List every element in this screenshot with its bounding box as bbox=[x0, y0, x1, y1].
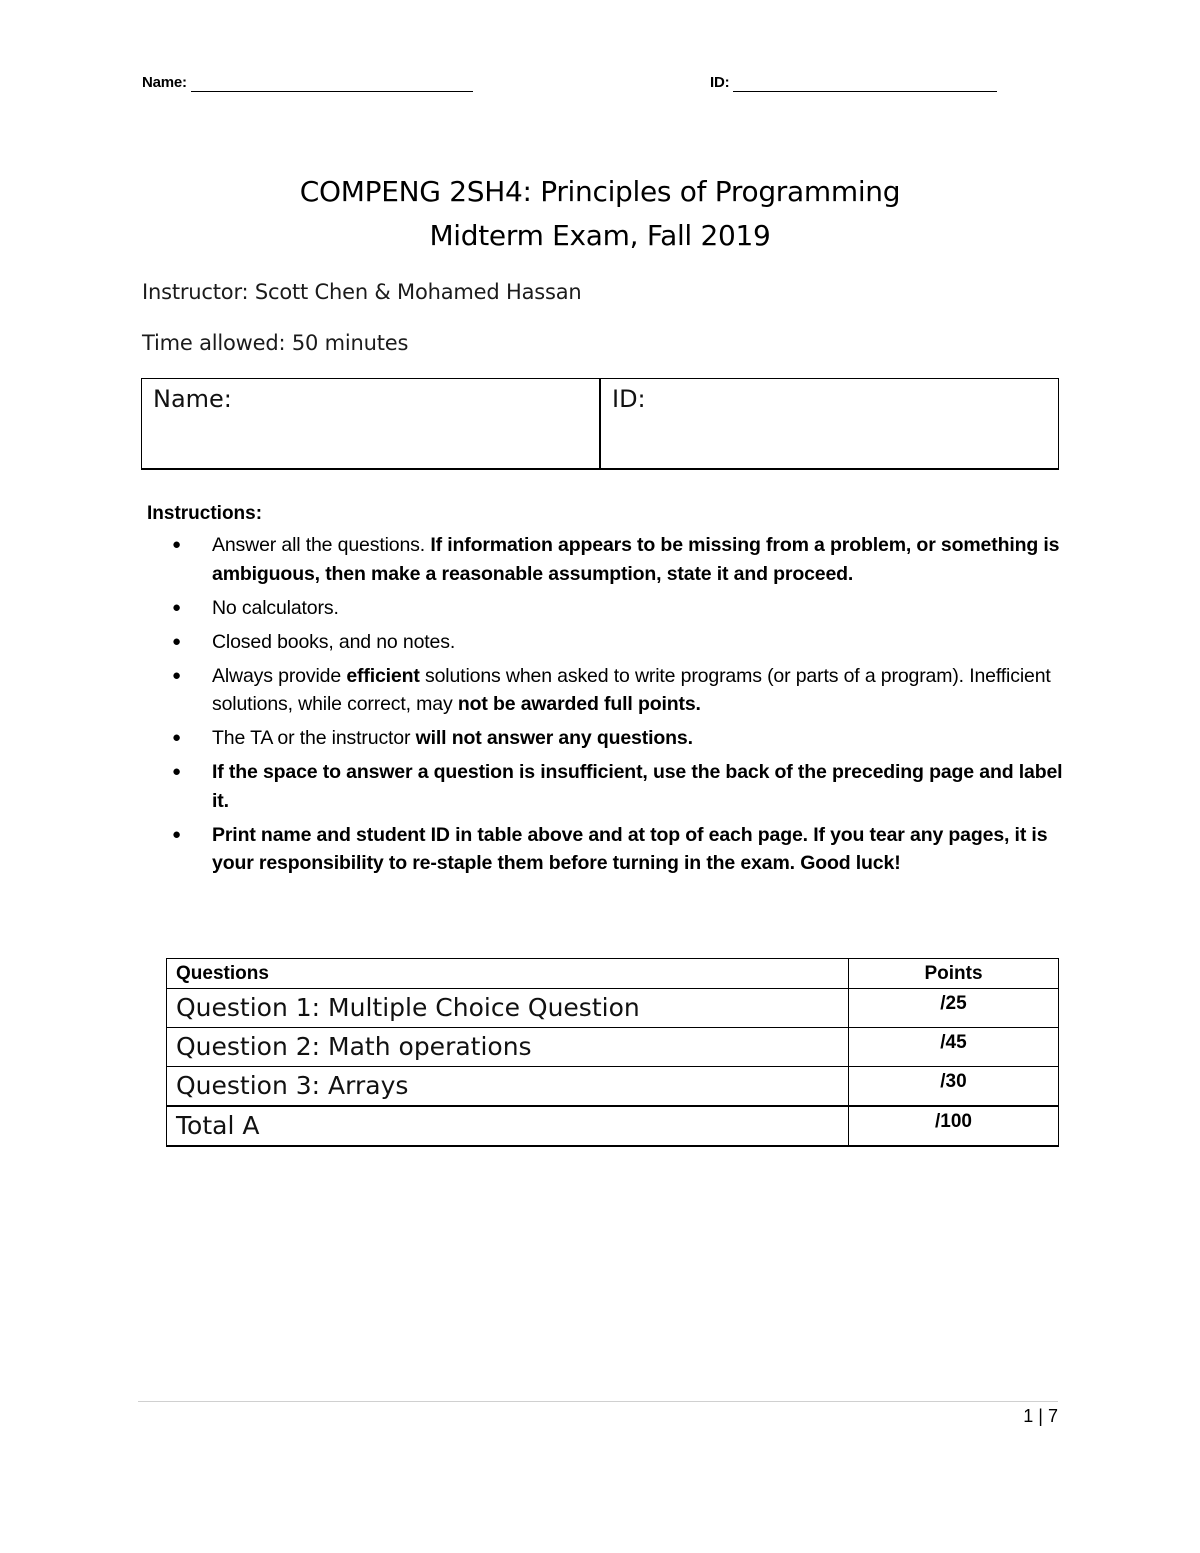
instructions-list bbox=[172, 531, 1072, 883]
header-id-field bbox=[710, 74, 997, 92]
instruction-bold-text: will not answer any questions. bbox=[415, 727, 693, 749]
score-table bbox=[166, 958, 1059, 1147]
points-header: Points bbox=[849, 959, 1059, 989]
instruction-item bbox=[172, 821, 1072, 878]
footer-divider bbox=[138, 1401, 1058, 1402]
bullet-icon: ● bbox=[172, 763, 181, 780]
name-id-box bbox=[141, 378, 1059, 470]
instructor-line: Instructor: Scott Chen & Mohamed Hassan bbox=[142, 280, 582, 304]
id-box-label: ID: bbox=[612, 385, 646, 413]
instruction-bold-text: efficient bbox=[346, 664, 420, 687]
total-label-cell: Total A bbox=[167, 1106, 849, 1146]
instruction-text: The TA or the instructor bbox=[212, 727, 416, 749]
table-row bbox=[167, 1067, 1059, 1107]
id-box-cell bbox=[599, 379, 1058, 468]
bullet-icon: ● bbox=[172, 536, 181, 553]
instruction-bold-text: Print name and student ID in table above and at top of each page. If you tear any pages, it is your responsibility to re-staple them before turning in the exam. Good luck! bbox=[212, 823, 1048, 874]
instruction-text: solutions when asked to write programs (or parts of a program). Inefficient solutions, while correct, may bbox=[212, 664, 1051, 715]
points-cell: /30 bbox=[849, 1067, 1059, 1107]
bullet-icon: ● bbox=[172, 598, 181, 616]
total-row bbox=[167, 1106, 1059, 1146]
instruction-item bbox=[172, 594, 1072, 623]
instruction-text: Answer all the questions. bbox=[212, 534, 426, 556]
score-table-header-row bbox=[167, 959, 1059, 989]
instruction-text: Always provide bbox=[212, 664, 347, 687]
course-title: COMPENG 2SH4: Principles of Programming bbox=[299, 175, 901, 208]
bullet-icon: ● bbox=[172, 632, 181, 650]
instruction-bold-text: If information appears to be missing from a problem, or something is ambiguous, then make a reasonable assumption, state it and proceed. bbox=[212, 534, 1060, 585]
points-cell: /45 bbox=[849, 1028, 1059, 1067]
bullet-icon: ● bbox=[172, 666, 181, 684]
page-number: 1 | 7 bbox=[1023, 1406, 1058, 1426]
bullet-icon: ● bbox=[172, 825, 181, 843]
instruction-item bbox=[172, 724, 1072, 753]
header-name-field bbox=[142, 74, 473, 92]
instructions-heading: Instructions: bbox=[147, 503, 263, 524]
instruction-text: Closed books, and no notes. bbox=[212, 630, 456, 653]
instruction-item bbox=[172, 628, 1072, 657]
total-points-cell: /100 bbox=[849, 1106, 1059, 1146]
question-cell: Question 2: Math operations bbox=[167, 1028, 849, 1067]
table-row bbox=[167, 1028, 1059, 1067]
name-box-cell bbox=[142, 379, 599, 468]
time-allowed-line: Time allowed: 50 minutes bbox=[142, 331, 409, 355]
bullet-icon: ● bbox=[172, 729, 181, 746]
questions-header: Questions bbox=[167, 959, 849, 989]
table-row bbox=[167, 989, 1059, 1028]
instruction-bold-text: not be awarded full points. bbox=[457, 693, 701, 715]
header-name-line bbox=[191, 75, 473, 92]
instruction-item bbox=[172, 758, 1072, 815]
header-id-label: ID: bbox=[710, 74, 730, 91]
instruction-item bbox=[172, 531, 1072, 588]
question-cell: Question 1: Multiple Choice Question bbox=[167, 989, 849, 1028]
instruction-bold-text: If the space to answer a question is insufficient, use the back of the preceding page and label it. bbox=[212, 761, 1063, 812]
points-cell: /25 bbox=[849, 989, 1059, 1028]
exam-title: Midterm Exam, Fall 2019 bbox=[429, 219, 771, 252]
instruction-item bbox=[172, 662, 1072, 719]
header-name-label: Name: bbox=[142, 74, 187, 91]
name-box-label: Name: bbox=[153, 385, 232, 413]
question-cell: Question 3: Arrays bbox=[167, 1067, 849, 1107]
header-id-line bbox=[733, 75, 997, 92]
instruction-text: No calculators. bbox=[212, 596, 339, 619]
